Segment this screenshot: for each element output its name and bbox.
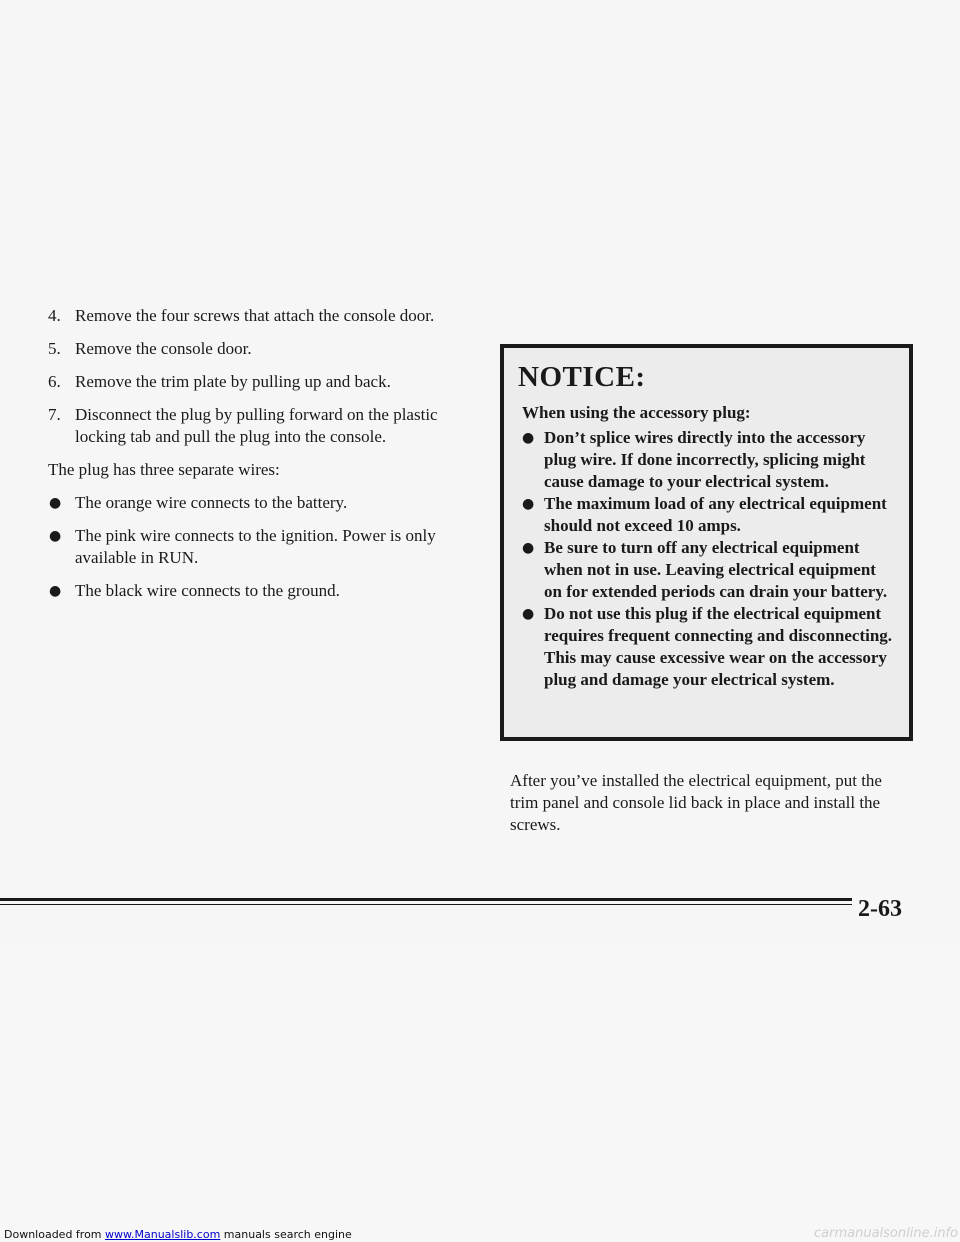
footer-rule xyxy=(0,898,852,901)
bullet-icon: ● xyxy=(522,606,535,622)
wire-item xyxy=(48,580,478,602)
step-number: 4. xyxy=(48,306,61,325)
wire-text: The pink wire connects to the ignition. Power is only available in RUN. xyxy=(75,526,436,567)
bullet-icon: ● xyxy=(49,528,62,544)
notice-item-text: Don’t splice wires directly into the accessory plug wire. If done incorrectly, splicing might cause damage to your electrical system. xyxy=(544,428,866,491)
wire-text: The black wire connects to the ground. xyxy=(75,581,340,600)
bullet-icon: ● xyxy=(522,496,535,512)
notice-lead: When using the accessory plug: xyxy=(522,403,751,422)
footer-prefix: Downloaded from xyxy=(4,1228,106,1241)
footer-suffix: manuals search engine xyxy=(220,1228,352,1241)
step-text: Remove the four screws that attach the console door. xyxy=(75,306,435,325)
notice-item-text: The maximum load of any electrical equipment should not exceed 10 amps. xyxy=(544,494,887,535)
manualslib-link[interactable]: www.Manualslib.com xyxy=(105,1228,221,1241)
notice-item xyxy=(522,603,897,691)
footer-rule-thin xyxy=(0,904,852,905)
bullet-icon: ● xyxy=(49,495,62,511)
bullet-icon: ● xyxy=(522,430,535,446)
bullet-icon: ● xyxy=(522,540,535,556)
download-footer xyxy=(4,1228,352,1241)
bullet-icon: ● xyxy=(49,583,62,599)
notice-item xyxy=(522,537,897,603)
after-install-text: After you’ve installed the electrical equipment, put the trim panel and console lid back in place and install the screws. xyxy=(510,771,882,834)
step-item xyxy=(48,305,478,327)
notice-title: NOTICE: xyxy=(518,361,646,393)
notice-item xyxy=(522,493,897,537)
wires-intro: The plug has three separate wires: xyxy=(48,460,280,479)
instructions-column xyxy=(48,305,478,613)
page-number: 2-63 xyxy=(858,896,902,922)
notice-item-text: Do not use this plug if the electrical equipment requires frequent connecting and disconnecting. This may cause excessive wear on the accessory plug and damage your electrical system. xyxy=(544,604,893,689)
step-number: 7. xyxy=(48,405,61,424)
notice-item xyxy=(522,427,897,493)
step-text: Remove the console door. xyxy=(75,339,252,358)
step-item xyxy=(48,338,478,360)
wire-item xyxy=(48,525,478,569)
step-text: Remove the trim plate by pulling up and back. xyxy=(75,372,391,391)
watermark: carmanualsonline.info xyxy=(814,1226,959,1241)
notice-item-text: Be sure to turn off any electrical equipment when not in use. Leaving electrical equipment on for extended periods can drain your battery. xyxy=(544,538,888,601)
wire-text: The orange wire connects to the battery. xyxy=(75,493,348,512)
step-item xyxy=(48,404,478,448)
step-number: 6. xyxy=(48,372,61,391)
notice-box xyxy=(500,344,913,741)
step-number: 5. xyxy=(48,339,61,358)
step-text: Disconnect the plug by pulling forward on the plastic locking tab and pull the plug into the console. xyxy=(75,405,438,446)
step-item xyxy=(48,371,478,393)
wire-item xyxy=(48,492,478,514)
